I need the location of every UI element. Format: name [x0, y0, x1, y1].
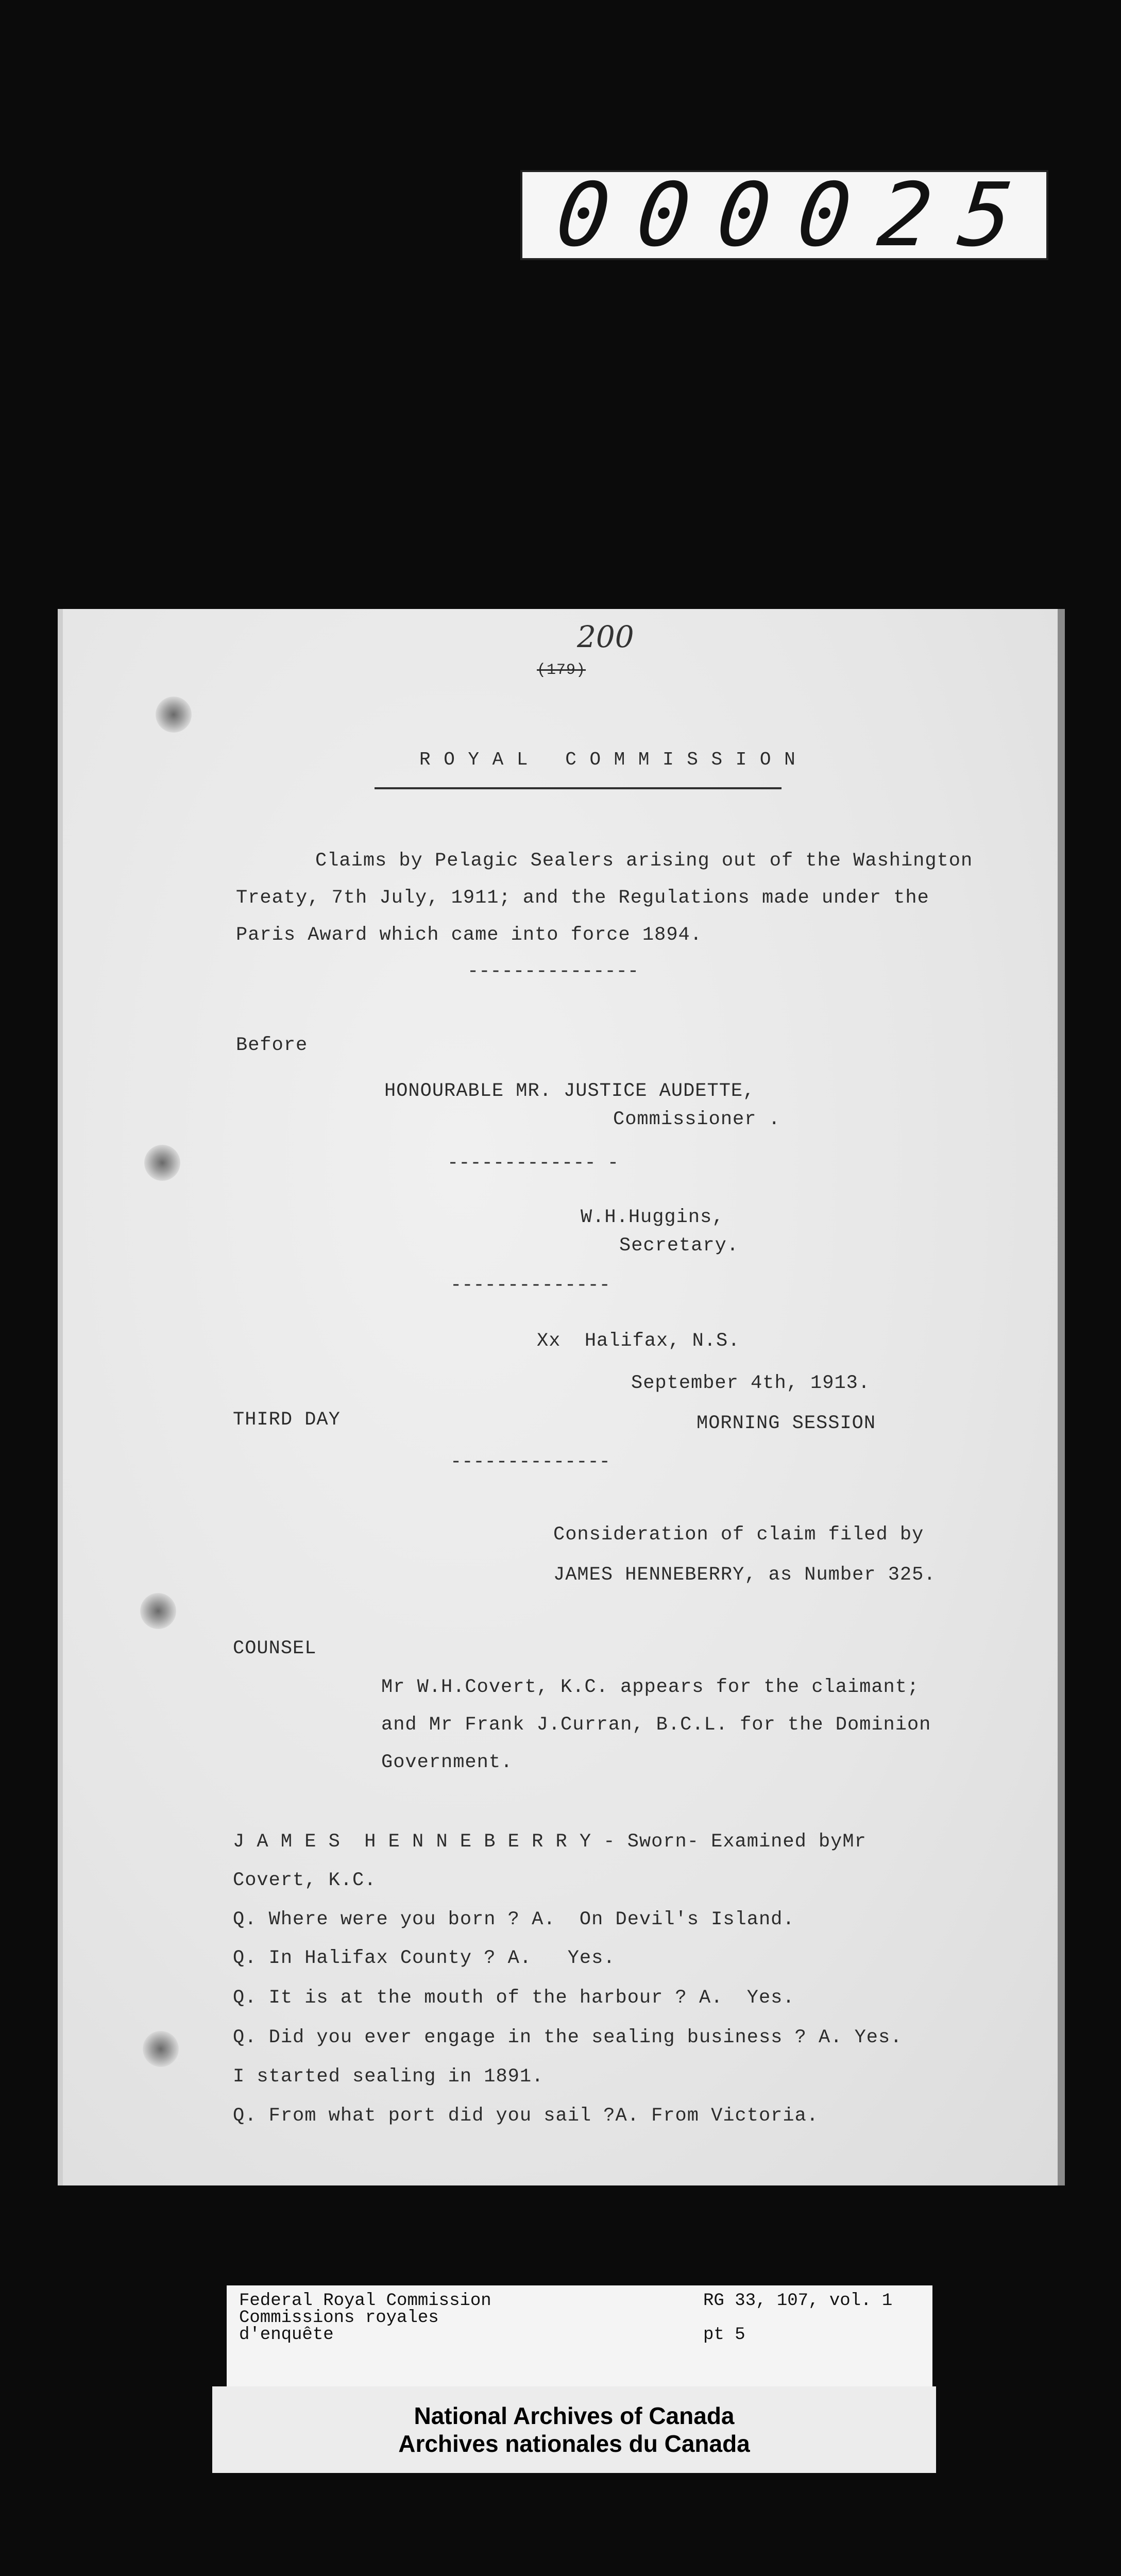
day-label: THIRD DAY: [233, 1409, 341, 1431]
heading-underline: [375, 787, 782, 789]
separator: --------------: [450, 1275, 610, 1296]
date: September 4th, 1913.: [631, 1372, 871, 1394]
session-label: MORNING SESSION: [697, 1413, 876, 1434]
frame-digit: 0: [632, 164, 695, 266]
secretary-title: Secretary.: [619, 1235, 739, 1257]
counsel-line: Government.: [381, 1752, 513, 1773]
citation-text: Commissions royales: [239, 2308, 439, 2328]
document-page: [58, 609, 1065, 2185]
commissioner-name: HONOURABLE MR. JUSTICE AUDETTE,: [384, 1080, 755, 1102]
citation-reference: RG 33, 107, vol. 1: [703, 2291, 893, 2311]
separator: --------------: [450, 1451, 610, 1473]
punch-hole: [140, 1593, 176, 1629]
testimony-line: Covert, K.C.: [233, 1870, 377, 1891]
testimony-line: Q. In Halifax County ? A. Yes.: [233, 1947, 616, 1969]
archive-label: [212, 2386, 936, 2473]
page-number-struck: (179): [537, 662, 586, 679]
citation-text: d'enquête: [239, 2325, 334, 2345]
frame-digit: 0: [551, 164, 615, 266]
document-heading: R O Y A L C O M M I S S I O N: [419, 749, 796, 770]
punch-hole: [156, 697, 192, 733]
archive-name-fr: Archives nationales du Canada: [398, 2430, 750, 2457]
intro-line: Treaty, 7th July, 1911; and the Regulations made under the: [236, 887, 929, 909]
citation-label: [227, 2285, 932, 2388]
frame-digit: 5: [954, 164, 1017, 266]
counsel-label: COUNSEL: [233, 1638, 317, 1659]
testimony-line: J A M E S H E N N E B E R R Y - Sworn- Examined byMr: [233, 1831, 867, 1853]
secretary-name: W.H.Huggins,: [581, 1207, 724, 1228]
testimony-line: Q. Did you ever engage in the sealing business ? A. Yes.: [233, 2027, 903, 2048]
frame-digit: 0: [792, 164, 857, 266]
commissioner-title: Commissioner .: [613, 1109, 780, 1130]
counsel-line: and Mr Frank J.Curran, B.C.L. for the Dominion: [381, 1714, 931, 1736]
before-label: Before: [236, 1035, 308, 1056]
citation-left: [239, 2293, 491, 2344]
frame-digit: 2: [873, 164, 937, 266]
separator: ------------- -: [447, 1153, 619, 1174]
citation-text: Federal Royal Commission: [239, 2291, 491, 2311]
location: Xx Halifax, N.S.: [537, 1330, 740, 1352]
testimony-line: Q. Where were you born ? A. On Devil's Island.: [233, 1909, 795, 1930]
punch-hole: [144, 1145, 180, 1181]
punch-hole: [143, 2031, 179, 2067]
page-number-handwritten: 200: [577, 619, 634, 654]
testimony-line: Q. It is at the mouth of the harbour ? A. Yes.: [233, 1987, 795, 2009]
archive-name-en: National Archives of Canada: [414, 2402, 735, 2429]
separator: ---------------: [467, 961, 639, 982]
frame-number-label: [520, 164, 1048, 266]
citation-part: pt 5: [703, 2325, 745, 2345]
testimony-line: I started sealing in 1891.: [233, 2066, 544, 2088]
intro-line: Paris Award which came into force 1894.: [236, 924, 702, 946]
claim-line: Consideration of claim filed by: [553, 1524, 924, 1546]
frame-digit: 0: [712, 164, 776, 266]
counsel-line: Mr W.H.Covert, K.C. appears for the claimant;: [381, 1676, 920, 1698]
citation-right: [703, 2293, 892, 2344]
claim-line: JAMES HENNEBERRY, as Number 325.: [553, 1564, 936, 1586]
intro-line: Claims by Pelagic Sealers arising out of the Washington: [315, 850, 973, 872]
testimony-line: Q. From what port did you sail ?A. From Victoria.: [233, 2105, 819, 2127]
